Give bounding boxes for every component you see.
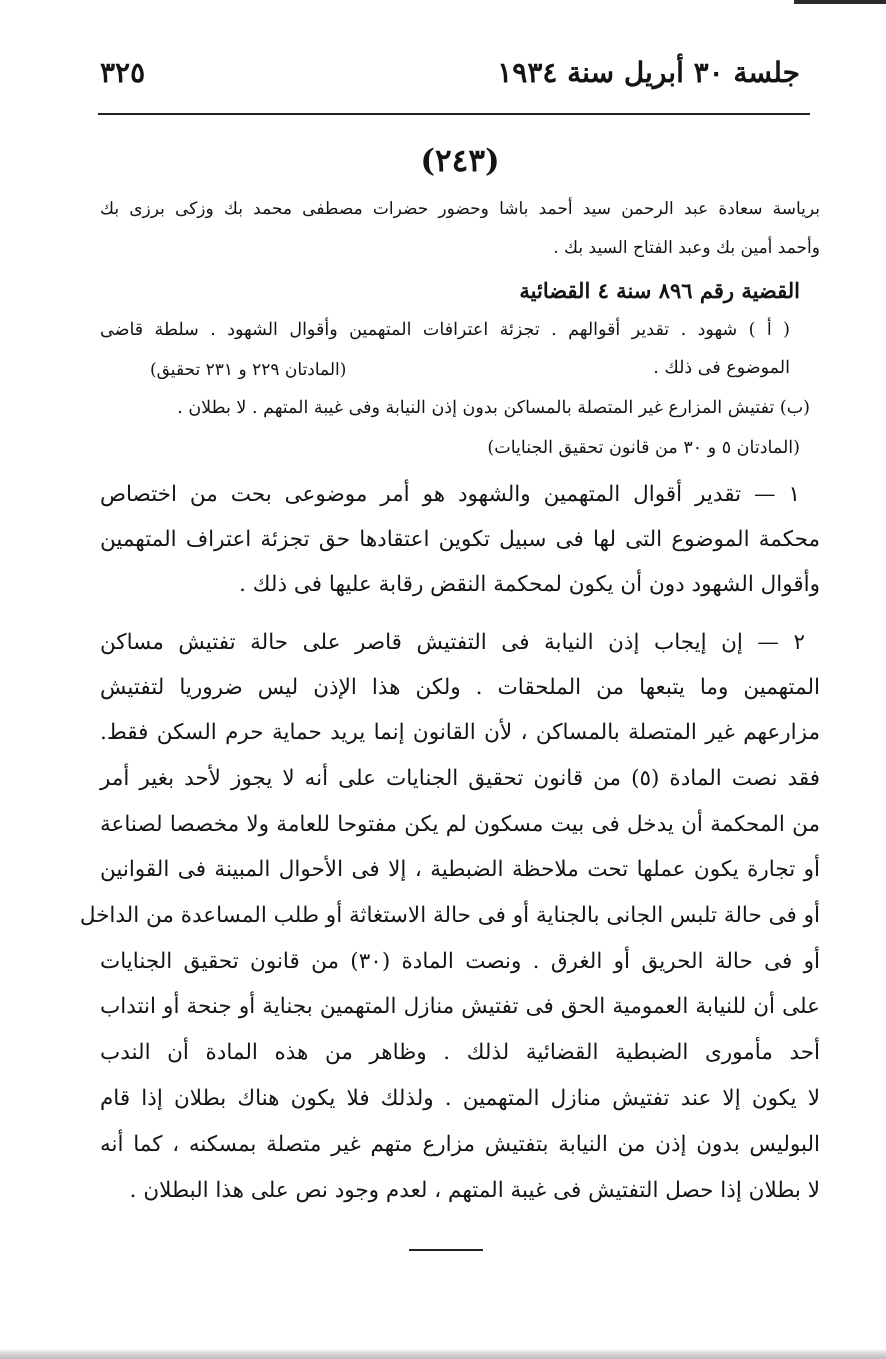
- principle-2-line-4: فقد نصت المادة (٥) من قانون تحقيق الجنايات على أنه لا يجوز لأحد بغير أمر: [100, 766, 820, 791]
- page-number: ٣٢٥: [100, 56, 146, 89]
- page-header: [100, 56, 800, 96]
- principle-2-line-3: مزارعهم غير المتصلة بالمساكن ، لأن القانون إنما يريد حماية حرم السكن فقط.: [100, 720, 820, 745]
- principle-1-line-1: ١ — تقدير أقوال المتهمين والشهود هو أمر موضوعى بحت من اختصاص: [100, 482, 800, 507]
- principle-2-line-5: من المحكمة أن يدخل فى بيت مسكون لم يكن مفتوحا للعامة ولا مخصصا لصناعة: [100, 812, 820, 837]
- principle-2-line-8: أو فى حالة الحريق أو الغرق . ونصت المادة (٣٠) من قانون تحقيق الجنايات: [100, 949, 820, 974]
- principle-1-line-3: وأقوال الشهود دون أن يكون لمحكمة النقض رقابة عليها فى ذلك .: [239, 572, 820, 597]
- principle-1-line-2: محكمة الموضوع التى لها فى سبيل تكوين اعتقادها حق تجزئة اعتراف المتهمين: [100, 527, 820, 552]
- principle-2-line-7: أو فى حالة تلبس الجانى بالجناية أو فى حالة الاستغاثة أو طلب المساعدة من الداخل: [79, 903, 820, 928]
- headnote-a-articles: (المادتان ٢٢٩ و ٢٣١ تحقيق): [150, 360, 347, 380]
- principle-2-line-6: أو تجارة يكون عملها تحت ملاحظة الضبطية ، إلا فى الأحوال المبينة فى القوانين: [100, 857, 820, 882]
- scan-edge-shadow: [0, 1349, 886, 1359]
- running-head: جلسة ٣٠ أبريل سنة ١٩٣٤: [497, 56, 800, 89]
- ruling-number: (٢٤٣): [420, 143, 500, 179]
- principle-2-line-13: لا بطلان إذا حصل التفتيش فى غيبة المتهم ، لعدم وجود نص على هذا البطلان .: [129, 1178, 820, 1203]
- principle-2-line-2: المتهمين وما يتبعها من الملحقات . ولكن هذا الإذن ليس ضروريا لتفتيش: [100, 675, 820, 700]
- header-rule: [98, 113, 810, 115]
- principle-2-line-10: أحد مأمورى الضبطية القضائية لذلك . وظاهر من هذه المادة أن الندب: [100, 1040, 820, 1065]
- headnote-a-line-1: ( أ ) شهود . تقدير أقوالهم . تجزئة اعترافات المتهمين وأقوال الشهود . سلطة قاضى: [100, 320, 790, 340]
- headnote-b-articles: (المادتان ٥ و ٣٠ من قانون تحقيق الجنايات): [487, 438, 800, 458]
- closing-rule: [409, 1249, 483, 1251]
- presidency-line-2: وأحمد أمين بك وعبد الفتاح السيد بك .: [553, 238, 820, 258]
- scan-edge-mark: [794, 0, 886, 4]
- principle-2-line-11: لا يكون إلا عند تفتيش منازل المتهمين . ولذلك فلا يكون هناك بطلان إذا قام: [100, 1086, 820, 1111]
- presidency-line-1: برياسة سعادة عبد الرحمن سيد أحمد باشا وحضور حضرات مصطفى محمد بك وزكى برزى بك: [100, 199, 820, 219]
- headnote-a-line-2: الموضوع فى ذلك .: [653, 358, 790, 378]
- principle-2-line-1: ٢ — إن إيجاب إذن النيابة فى التفتيش قاصر على حالة تفتيش مساكن: [100, 630, 805, 655]
- principle-2-line-9: على أن للنيابة العمومية الحق فى تفتيش منازل المتهمين بجناية أو جنحة أو انتداب: [100, 994, 820, 1019]
- case-title: القضية رقم ٨٩٦ سنة ٤ القضائية: [519, 278, 800, 303]
- principle-2-line-12: البوليس بدون إذن من النيابة بتفتيش مزارع متهم غير متصلة بمسكنه ، كما أنه: [100, 1132, 820, 1157]
- headnote-b-line-1: (ب) تفتيش المزارع غير المتصلة بالمساكن بدون إذن النيابة وفى غيبة المتهم . لا بطلان .: [177, 398, 810, 418]
